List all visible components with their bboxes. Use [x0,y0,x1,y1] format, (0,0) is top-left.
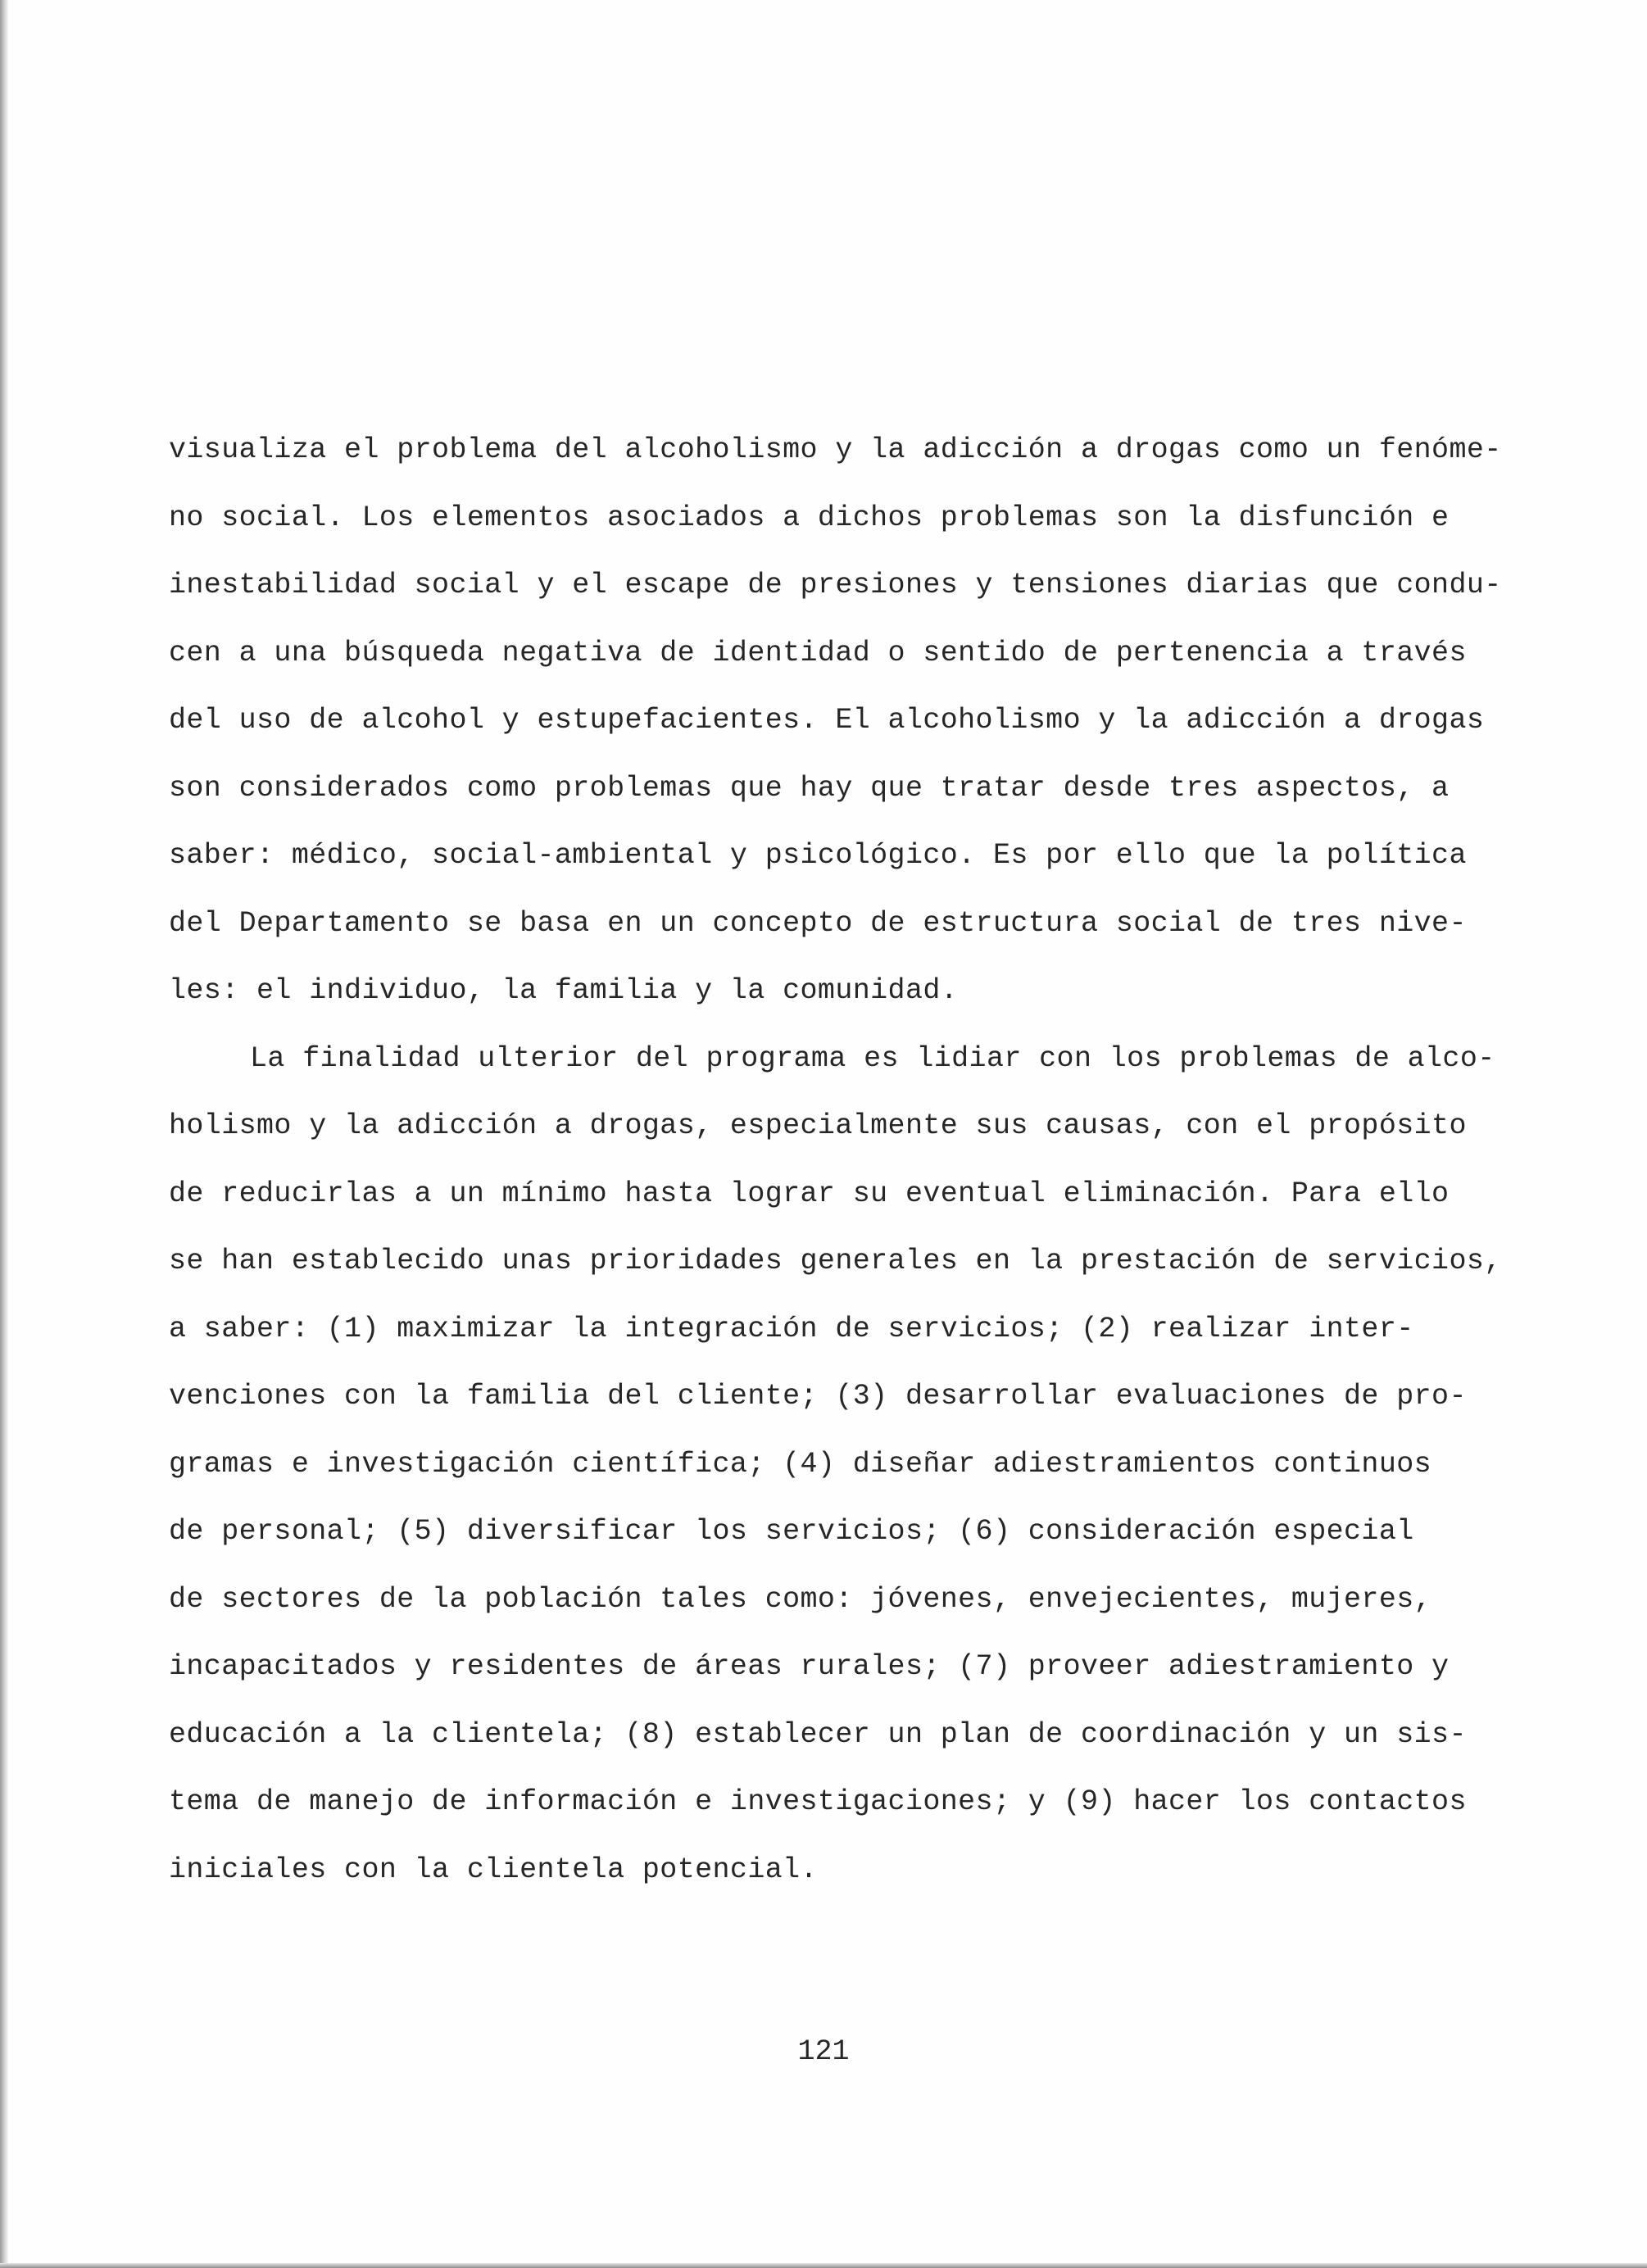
text-line: iniciales con la clientela potencial. [169,1853,818,1886]
text-line: no social. Los elementos asociados a dichos problemas son la disfunción e [169,501,1450,534]
text-line: incapacitados y residentes de áreas rurales; (7) proveer adiestramiento y [169,1650,1450,1683]
text-line: gramas e investigación científica; (4) diseñar adiestramientos continuos [169,1447,1432,1481]
text-line: educación a la clientela; (8) establecer un plan de coordinación y un sis- [169,1717,1467,1751]
page-bottom-edge [0,2263,1647,2268]
text-line: del uso de alcohol y estupefacientes. El alcoholismo y la adicción a drogas [169,704,1485,737]
text-line: cen a una búsqueda negativa de identidad o sentido de pertenencia a través [169,636,1467,669]
text-line: del Departamento se basa en un concepto de estructura social de tres nive- [169,906,1467,940]
text-line: son considerados como problemas que hay que tratar desde tres aspectos, a [169,771,1450,805]
text-line: se han establecido unas prioridades generales en la prestación de servicios, [169,1245,1502,1277]
text-line: venciones con la familia del cliente; (3) desarrollar evaluaciones de pro- [169,1380,1467,1413]
text-line: visualiza el problema del alcoholismo y la adicción a drogas como un fenóme- [169,433,1502,466]
text-line: a saber: (1) maximizar la integración de servicios; (2) realizar inter- [169,1312,1414,1345]
page-number: 121 [797,2035,850,2068]
text-line: saber: médico, social-ambiental y psicológico. Es por ello que la política [169,839,1467,872]
text-line: les: el individuo, la familia y la comunidad. [169,974,959,1007]
text-line: holismo y la adicción a drogas, especialmente sus causas, con el propósito [169,1109,1467,1142]
text-line: de reducirlas a un mínimo hasta lograr su eventual eliminación. Para ello [169,1177,1450,1210]
text-line: inestabilidad social y el escape de presiones y tensiones diarias que condu- [169,569,1502,601]
text-line: tema de manejo de información e investigaciones; y (9) hacer los contactos [169,1785,1467,1818]
page-left-edge [0,0,8,2268]
text-line: de sectores de la población tales como: jóvenes, envejecientes, mujeres, [169,1582,1432,1616]
paragraph-first-line: La finalidad ulterior del programa es lidiar con los problemas de alco- [250,1041,1495,1075]
body-text [169,421,1502,1908]
text-line: de personal; (5) diversificar los servicios; (6) consideración especial [169,1515,1414,1548]
